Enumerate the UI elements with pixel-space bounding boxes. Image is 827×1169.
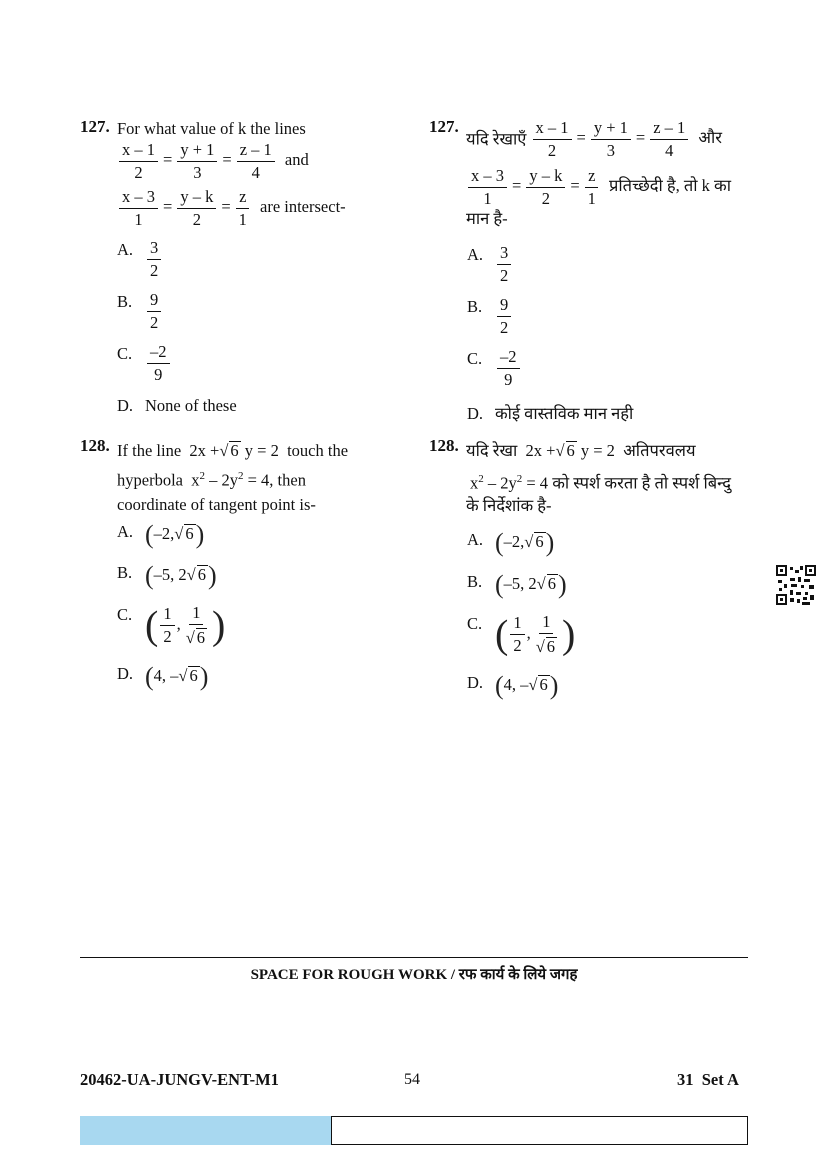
option-127-hi-d[interactable]: D. कोई वास्तविक मान नही: [467, 404, 634, 423]
option-128-hi-c[interactable]: C. ( $\frac{1}{2}$ , $\frac{1}{√ 6}$ ): [467, 611, 576, 657]
footer-set: 31 Set A: [677, 1070, 739, 1089]
option-128-en-a[interactable]: A. (–2,√ 6): [117, 520, 205, 549]
footer-page-number: 54: [404, 1071, 420, 1088]
option-127-en-a[interactable]: A. $\frac{3}{2}$: [117, 240, 163, 279]
option-127-hi-b[interactable]: B. $\frac{9}{2}$: [467, 297, 513, 336]
question-number-128-en: 128.: [80, 436, 110, 455]
option-128-en-d[interactable]: D. (4, –√ 6): [117, 662, 209, 691]
question-128-en-line1: If the line 2x +√ 6 y = 2 touch the: [117, 441, 349, 460]
question-number-127-en: 127.: [80, 117, 110, 136]
question-127-hi-eq1: यदि रेखाएँ $\frac{x - 1}{2}$ = $\frac{y + 1}{3}$ = $\frac{z - 1}{4}$ और: [466, 118, 723, 160]
footer-blue-bar: [80, 1116, 331, 1145]
option-128-hi-b[interactable]: B. (–5, 2√ 6): [467, 570, 567, 599]
option-128-en-b[interactable]: B. (–5, 2√ 6): [117, 561, 217, 590]
question-127-en-intro: For what value of k the lines: [117, 119, 306, 138]
option-128-hi-a[interactable]: A. (–2,√ 6): [467, 528, 555, 557]
option-128-hi-d[interactable]: D. (4, –√ 6): [467, 671, 559, 700]
question-127-hi-line3: मान है-: [466, 209, 508, 228]
option-127-en-c[interactable]: C. $\frac{-2}{9}$: [117, 344, 172, 383]
option-127-hi-a[interactable]: A. $\frac{3}{2}$: [467, 245, 513, 284]
option-127-hi-c[interactable]: C. $\frac{-2}{9}$: [467, 349, 522, 388]
question-number-128-hi: 128.: [429, 436, 459, 455]
question-number-127-hi: 127.: [429, 117, 459, 136]
question-128-hi-line2: $x^2 - 2y^2 = 4$ को स्पर्श करता है तो स्पर्श बिन्दु: [470, 473, 731, 493]
question-127-hi-eq2: $\frac{x - 3}{1}$ = $\frac{y - k}{2}$ = $\frac{z}{1}$ प्रतिच्छेदी है, तो k का: [466, 168, 731, 207]
question-128-hi-line3: के निर्देशांक है-: [466, 496, 552, 515]
rough-work-label: SPACE FOR ROUGH WORK / रफ कार्य के लिये जगह: [250, 967, 578, 983]
question-128-en-line2: hyperbola $x^2 - 2y^2 = 4$, then: [117, 470, 306, 490]
question-128-hi-line1: यदि रेखा 2x +√ 6 y = 2 अतिपरवलय: [466, 441, 696, 460]
option-128-en-c[interactable]: C. ( $\frac{1}{2}$ , $\frac{1}{√ 6}$ ): [117, 602, 226, 648]
question-127-en-eq1: $\frac{x - 1}{2}$ = $\frac{y + 1}{3}$ = $\frac{z - 1}{4}$ and: [117, 142, 309, 181]
question-128-en-line3: coordinate of tangent point is-: [117, 495, 316, 514]
rough-work-divider: [80, 957, 748, 958]
qr-code-icon: [776, 565, 816, 605]
question-127-en-eq2: $\frac{x - 3}{1}$ = $\frac{y - k}{2}$ = $\frac{z}{1}$ are intersect-: [117, 189, 346, 228]
option-127-en-b[interactable]: B. $\frac{9}{2}$: [117, 292, 163, 331]
option-127-en-d[interactable]: D. None of these: [117, 396, 237, 415]
footer-box: [331, 1116, 748, 1145]
footer-code: 20462-UA-JUNGV-ENT-M1: [80, 1070, 279, 1089]
